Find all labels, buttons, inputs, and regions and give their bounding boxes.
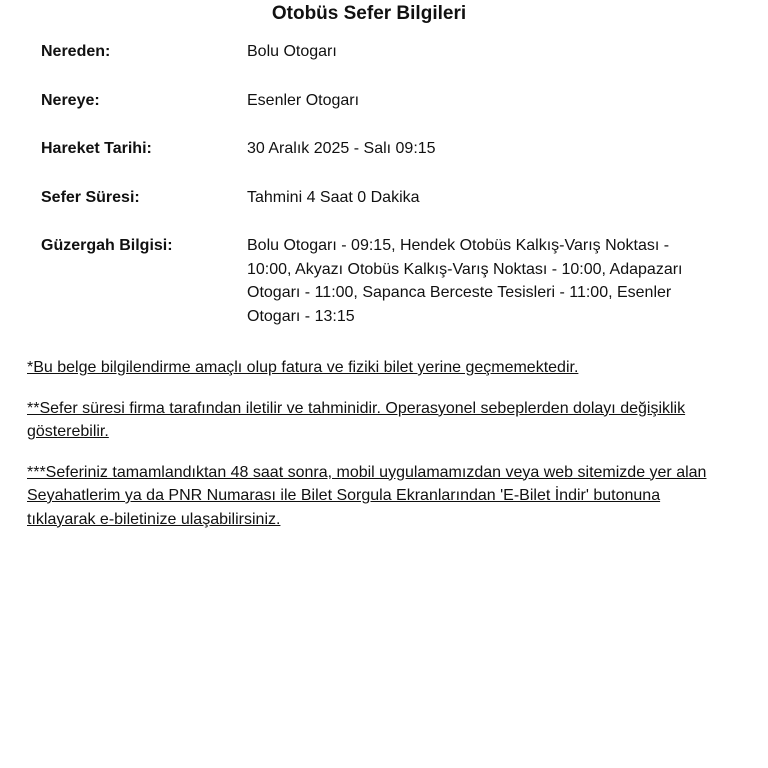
row-to	[41, 89, 721, 113]
note-disclaimer: *Bu belge bilgilendirme amaçlı olup fatura ve fiziki bilet yerine geçmemektedir.	[27, 359, 579, 376]
to-label: Nereye:	[41, 91, 100, 109]
from-value: Bolu Otogarı	[247, 43, 337, 60]
note-e-ticket-download: ***Seferiniz tamamlandıktan 48 saat sonra, mobil uygulamamızdan veya web sitemizde yer alan Seyahatlerim ya da PNR Numarası ile Bilet Sorgula Ekranlarından 'E-Bilet İndir' butonuna tıklayarak e-biletinize ulaşabilirsiniz.	[27, 463, 707, 528]
footnotes	[27, 356, 717, 548]
trip-duration-label: Sefer Süresi:	[41, 188, 140, 206]
row-trip-duration	[41, 186, 721, 210]
trip-duration-value: Tahmini 4 Saat 0 Dakika	[247, 188, 420, 206]
from-label: Nereden:	[41, 43, 111, 60]
route-info-label: Güzergah Bilgisi:	[41, 237, 173, 254]
departure-date-value: 30 Aralık 2025 - Salı 09:15	[247, 140, 436, 157]
row-from	[41, 40, 721, 64]
departure-date-label: Hareket Tarihi:	[41, 140, 152, 157]
to-value: Esenler Otogarı	[247, 91, 360, 109]
row-route-info	[41, 234, 721, 328]
page-title: Otobüs Sefer Bilgileri	[271, 3, 467, 24]
note-duration-estimate: **Sefer süresi firma tarafından iletilir ve tahminidir. Operasyonel sebeplerden dolayı değişiklik gösterebilir.	[27, 399, 686, 440]
trip-info-table	[41, 40, 721, 353]
row-departure-date	[41, 137, 721, 161]
route-info-value: Bolu Otogarı - 09:15, Hendek Otobüs Kalkış-Varış Noktası - 10:00, Akyazı Otobüs Kalkış-Varış Noktası - 10:00, Adapazarı Otogarı - 11:00, Sapanca Berceste Tesisleri - 11:00, Esenler Otogarı - 13:15	[247, 237, 683, 325]
